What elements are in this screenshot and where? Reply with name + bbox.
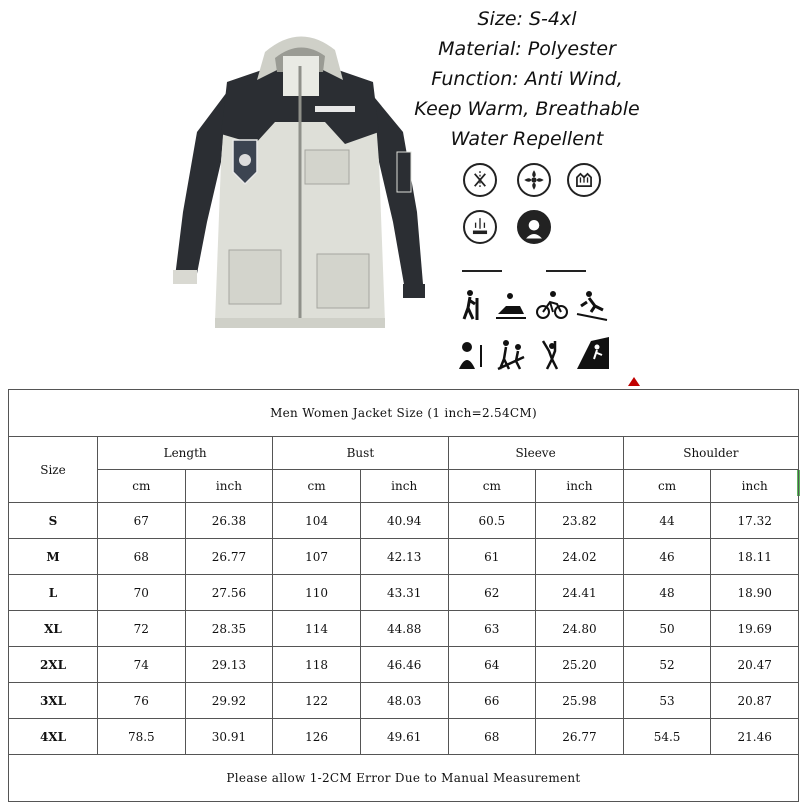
windproof-icon bbox=[463, 163, 497, 197]
size-table bbox=[8, 389, 799, 802]
unit-header: cm bbox=[623, 470, 711, 503]
group-header-sleeve: Sleeve bbox=[448, 437, 623, 470]
mountaineering-icon bbox=[575, 335, 609, 369]
unit-header: inch bbox=[360, 470, 448, 503]
value-cell: 19.69 bbox=[711, 611, 799, 647]
value-cell: 67 bbox=[98, 503, 186, 539]
value-cell: 122 bbox=[273, 683, 361, 719]
value-cell: 50 bbox=[623, 611, 711, 647]
value-cell: 20.87 bbox=[711, 683, 799, 719]
value-cell: 53 bbox=[623, 683, 711, 719]
value-cell: 78.5 bbox=[98, 719, 186, 755]
table-row bbox=[9, 719, 799, 755]
value-cell: 28.35 bbox=[185, 611, 273, 647]
value-cell: 118 bbox=[273, 647, 361, 683]
value-cell: 52 bbox=[623, 647, 711, 683]
value-cell: 61 bbox=[448, 539, 536, 575]
size-cell: 4XL bbox=[9, 719, 98, 755]
snowmobile-icon bbox=[494, 288, 528, 322]
value-cell: 107 bbox=[273, 539, 361, 575]
value-cell: 62 bbox=[448, 575, 536, 611]
hiking-icon bbox=[455, 288, 489, 322]
value-cell: 24.02 bbox=[536, 539, 624, 575]
spec-function-line3: Water Repellent bbox=[450, 128, 604, 150]
group-header-length: Length bbox=[98, 437, 273, 470]
unit-header: inch bbox=[536, 470, 624, 503]
unit-header: cm bbox=[448, 470, 536, 503]
value-cell: 48.03 bbox=[360, 683, 448, 719]
size-cell: S bbox=[9, 503, 98, 539]
size-cell: 3XL bbox=[9, 683, 98, 719]
value-cell: 20.47 bbox=[711, 647, 799, 683]
value-cell: 26.77 bbox=[185, 539, 273, 575]
value-cell: 42.13 bbox=[360, 539, 448, 575]
unit-header: cm bbox=[98, 470, 186, 503]
measurement-note: Please allow 1-2CM Error Due to Manual Measurement bbox=[9, 755, 799, 802]
value-cell: 70 bbox=[98, 575, 186, 611]
unit-header: inch bbox=[185, 470, 273, 503]
trekking-icon bbox=[494, 337, 528, 371]
size-cell: L bbox=[9, 575, 98, 611]
value-cell: 29.92 bbox=[185, 683, 273, 719]
value-cell: 64 bbox=[448, 647, 536, 683]
spec-function-line1: Function: Anti Wind, bbox=[431, 68, 623, 90]
size-cell: 2XL bbox=[9, 647, 98, 683]
spec-size: Size: S-4xl bbox=[477, 8, 577, 30]
red-triangle-mark bbox=[628, 377, 640, 386]
value-cell: 30.91 bbox=[185, 719, 273, 755]
group-header-shoulder: Shoulder bbox=[623, 437, 798, 470]
value-cell: 24.41 bbox=[536, 575, 624, 611]
value-cell: 46 bbox=[623, 539, 711, 575]
table-row bbox=[9, 647, 799, 683]
breathable-icon bbox=[567, 163, 601, 197]
value-cell: 40.94 bbox=[360, 503, 448, 539]
value-cell: 17.32 bbox=[711, 503, 799, 539]
cycling-icon bbox=[535, 288, 569, 322]
value-cell: 76 bbox=[98, 683, 186, 719]
value-cell: 46.46 bbox=[360, 647, 448, 683]
value-cell: 66 bbox=[448, 683, 536, 719]
unit-header: inch bbox=[711, 470, 799, 503]
value-cell: 29.13 bbox=[185, 647, 273, 683]
value-cell: 44 bbox=[623, 503, 711, 539]
value-cell: 27.56 bbox=[185, 575, 273, 611]
value-cell: 44.88 bbox=[360, 611, 448, 647]
value-cell: 126 bbox=[273, 719, 361, 755]
table-row bbox=[9, 611, 799, 647]
size-cell: M bbox=[9, 539, 98, 575]
value-cell: 60.5 bbox=[448, 503, 536, 539]
value-cell: 26.38 bbox=[185, 503, 273, 539]
table-title: Men Women Jacket Size (1 inch=2.54CM) bbox=[9, 390, 799, 437]
value-cell: 23.82 bbox=[536, 503, 624, 539]
divider-right bbox=[546, 270, 586, 272]
value-cell: 74 bbox=[98, 647, 186, 683]
table-row bbox=[9, 503, 799, 539]
table-row bbox=[9, 539, 799, 575]
value-cell: 18.90 bbox=[711, 575, 799, 611]
table-row bbox=[9, 575, 799, 611]
value-cell: 63 bbox=[448, 611, 536, 647]
spec-material: Material: Polyester bbox=[438, 38, 616, 60]
value-cell: 18.11 bbox=[711, 539, 799, 575]
value-cell: 24.80 bbox=[536, 611, 624, 647]
value-cell: 43.31 bbox=[360, 575, 448, 611]
divider-left bbox=[462, 270, 502, 272]
value-cell: 25.20 bbox=[536, 647, 624, 683]
skiing-icon bbox=[575, 288, 609, 322]
camping-icon bbox=[455, 337, 489, 371]
value-cell: 21.46 bbox=[711, 719, 799, 755]
value-cell: 54.5 bbox=[623, 719, 711, 755]
product-specs bbox=[392, 4, 662, 154]
group-header-bust: Bust bbox=[273, 437, 448, 470]
value-cell: 25.98 bbox=[536, 683, 624, 719]
value-cell: 49.61 bbox=[360, 719, 448, 755]
table-row bbox=[9, 683, 799, 719]
value-cell: 68 bbox=[98, 539, 186, 575]
size-header: Size bbox=[9, 437, 98, 503]
spec-function-line2: Keep Warm, Breathable bbox=[414, 98, 640, 120]
climbing-icon bbox=[535, 337, 569, 371]
warm-flower-icon bbox=[517, 163, 551, 197]
value-cell: 110 bbox=[273, 575, 361, 611]
hood-person-icon bbox=[517, 210, 551, 244]
value-cell: 48 bbox=[623, 575, 711, 611]
water-repellent-icon bbox=[463, 210, 497, 244]
value-cell: 114 bbox=[273, 611, 361, 647]
value-cell: 26.77 bbox=[536, 719, 624, 755]
value-cell: 72 bbox=[98, 611, 186, 647]
value-cell: 104 bbox=[273, 503, 361, 539]
value-cell: 68 bbox=[448, 719, 536, 755]
size-cell: XL bbox=[9, 611, 98, 647]
unit-header: cm bbox=[273, 470, 361, 503]
